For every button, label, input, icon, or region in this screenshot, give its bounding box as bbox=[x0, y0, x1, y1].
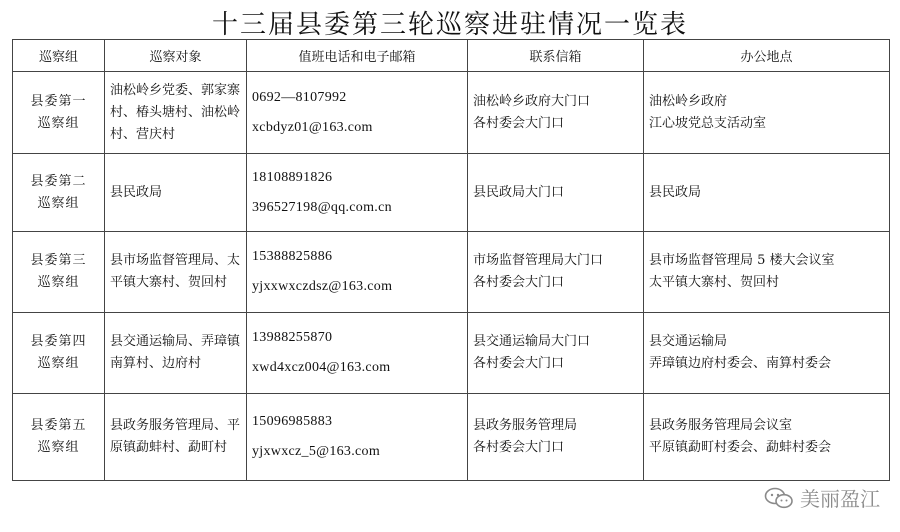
mailbox-line: 油松岭乡政府大门口 bbox=[473, 93, 591, 109]
group-cell bbox=[13, 72, 105, 154]
header-office: 办公地点 bbox=[644, 40, 890, 72]
target-text: 县市场监督管理局、太平镇大寨村、贺回村 bbox=[110, 253, 241, 290]
mailbox-line: 县交通运输局大门口 bbox=[473, 334, 591, 349]
header-group: 巡察组 bbox=[13, 40, 105, 72]
office-cell bbox=[644, 72, 890, 154]
email-address: yjxxwxczdsz@163.com bbox=[252, 279, 393, 294]
watermark bbox=[764, 483, 880, 512]
mailbox-line: 各村委会大门口 bbox=[473, 356, 565, 371]
table-row bbox=[13, 72, 890, 154]
contact-cell bbox=[247, 313, 468, 394]
header-target: 巡察对象 bbox=[105, 40, 247, 72]
group-name: 巡察组 bbox=[37, 440, 80, 455]
target-cell bbox=[105, 154, 247, 232]
target-text: 县民政局 bbox=[110, 184, 163, 200]
office-line: 弄璋镇边府村委会、南算村委会 bbox=[649, 356, 832, 371]
page-title: 十三届县委第三轮巡察进驻情况一览表 bbox=[211, 10, 688, 40]
mailbox-line: 各村委会大门口 bbox=[473, 275, 565, 290]
target-text: 县交通运输局、弄璋镇南算村、边府村 bbox=[110, 334, 241, 371]
office-line: 县政务服务管理局会议室 bbox=[649, 418, 793, 433]
office-line: 县民政局 bbox=[649, 184, 702, 200]
email-address: yjxwxcz_5@163.com bbox=[252, 444, 381, 459]
target-cell bbox=[105, 72, 247, 154]
header-row bbox=[13, 40, 890, 72]
mailbox-cell bbox=[468, 313, 644, 394]
table-row bbox=[13, 313, 890, 394]
phone-number: 15388825886 bbox=[252, 249, 333, 264]
group-name: 巡察组 bbox=[37, 356, 80, 371]
contact-cell bbox=[247, 72, 468, 154]
target-cell bbox=[105, 232, 247, 313]
watermark-text: 美丽盈江 bbox=[800, 487, 880, 511]
office-cell bbox=[644, 394, 890, 481]
wechat-icon bbox=[764, 487, 794, 509]
table-row bbox=[13, 232, 890, 313]
inspection-table bbox=[12, 39, 890, 481]
office-line: 太平镇大寨村、贺回村 bbox=[649, 275, 780, 290]
email-address: 396527198@qq.com.cn bbox=[252, 199, 392, 215]
group-name: 巡察组 bbox=[37, 115, 80, 131]
group-name: 县委第四 bbox=[30, 334, 87, 349]
table-row bbox=[13, 154, 890, 232]
group-cell bbox=[13, 154, 105, 232]
group-cell bbox=[13, 313, 105, 394]
phone-number: 18108891826 bbox=[252, 169, 333, 185]
header-mailbox: 联系信箱 bbox=[468, 40, 644, 72]
contact-cell bbox=[247, 394, 468, 481]
office-line: 县市场监督管理局 5 楼大会议室 bbox=[649, 253, 835, 268]
group-name: 巡察组 bbox=[37, 275, 80, 290]
group-cell bbox=[13, 394, 105, 481]
office-cell bbox=[644, 313, 890, 394]
mailbox-cell bbox=[468, 72, 644, 154]
mailbox-line: 县政务服务管理局 bbox=[473, 418, 578, 433]
office-line: 县交通运输局 bbox=[649, 334, 728, 349]
group-name: 县委第五 bbox=[30, 418, 87, 433]
mailbox-line: 各村委会大门口 bbox=[473, 115, 565, 131]
office-line: 江心坡党总支活动室 bbox=[649, 115, 767, 131]
group-name: 县委第一 bbox=[30, 93, 87, 109]
group-cell bbox=[13, 232, 105, 313]
group-name: 县委第三 bbox=[30, 253, 87, 268]
phone-number: 13988255870 bbox=[252, 330, 333, 345]
email-address: xcbdyz01@163.com bbox=[252, 119, 373, 135]
mailbox-cell bbox=[468, 154, 644, 232]
office-cell bbox=[644, 154, 890, 232]
phone-number: 0692—8107992 bbox=[252, 89, 347, 105]
mailbox-cell bbox=[468, 232, 644, 313]
office-line: 平原镇勐町村委会、勐蚌村委会 bbox=[649, 440, 832, 455]
mailbox-line: 县民政局大门口 bbox=[473, 184, 565, 200]
contact-cell bbox=[247, 154, 468, 232]
group-name: 县委第二 bbox=[30, 173, 87, 189]
target-text: 县政务服务管理局、平原镇勐蚌村、勐町村 bbox=[110, 418, 241, 455]
target-text: 油松岭乡党委、郭家寨村、椿头塘村、油松岭村、营庆村 bbox=[110, 82, 241, 142]
target-cell bbox=[105, 313, 247, 394]
group-name: 巡察组 bbox=[37, 195, 80, 211]
table-row bbox=[13, 394, 890, 481]
phone-number: 15096985883 bbox=[252, 414, 333, 429]
mailbox-cell bbox=[468, 394, 644, 481]
contact-cell bbox=[247, 232, 468, 313]
email-address: xwd4xcz004@163.com bbox=[252, 360, 391, 375]
office-line: 油松岭乡政府 bbox=[649, 93, 728, 109]
header-contact: 值班电话和电子邮箱 bbox=[247, 40, 468, 72]
office-cell bbox=[644, 232, 890, 313]
target-cell bbox=[105, 394, 247, 481]
mailbox-line: 市场监督管理局大门口 bbox=[473, 253, 604, 268]
mailbox-line: 各村委会大门口 bbox=[473, 440, 565, 455]
